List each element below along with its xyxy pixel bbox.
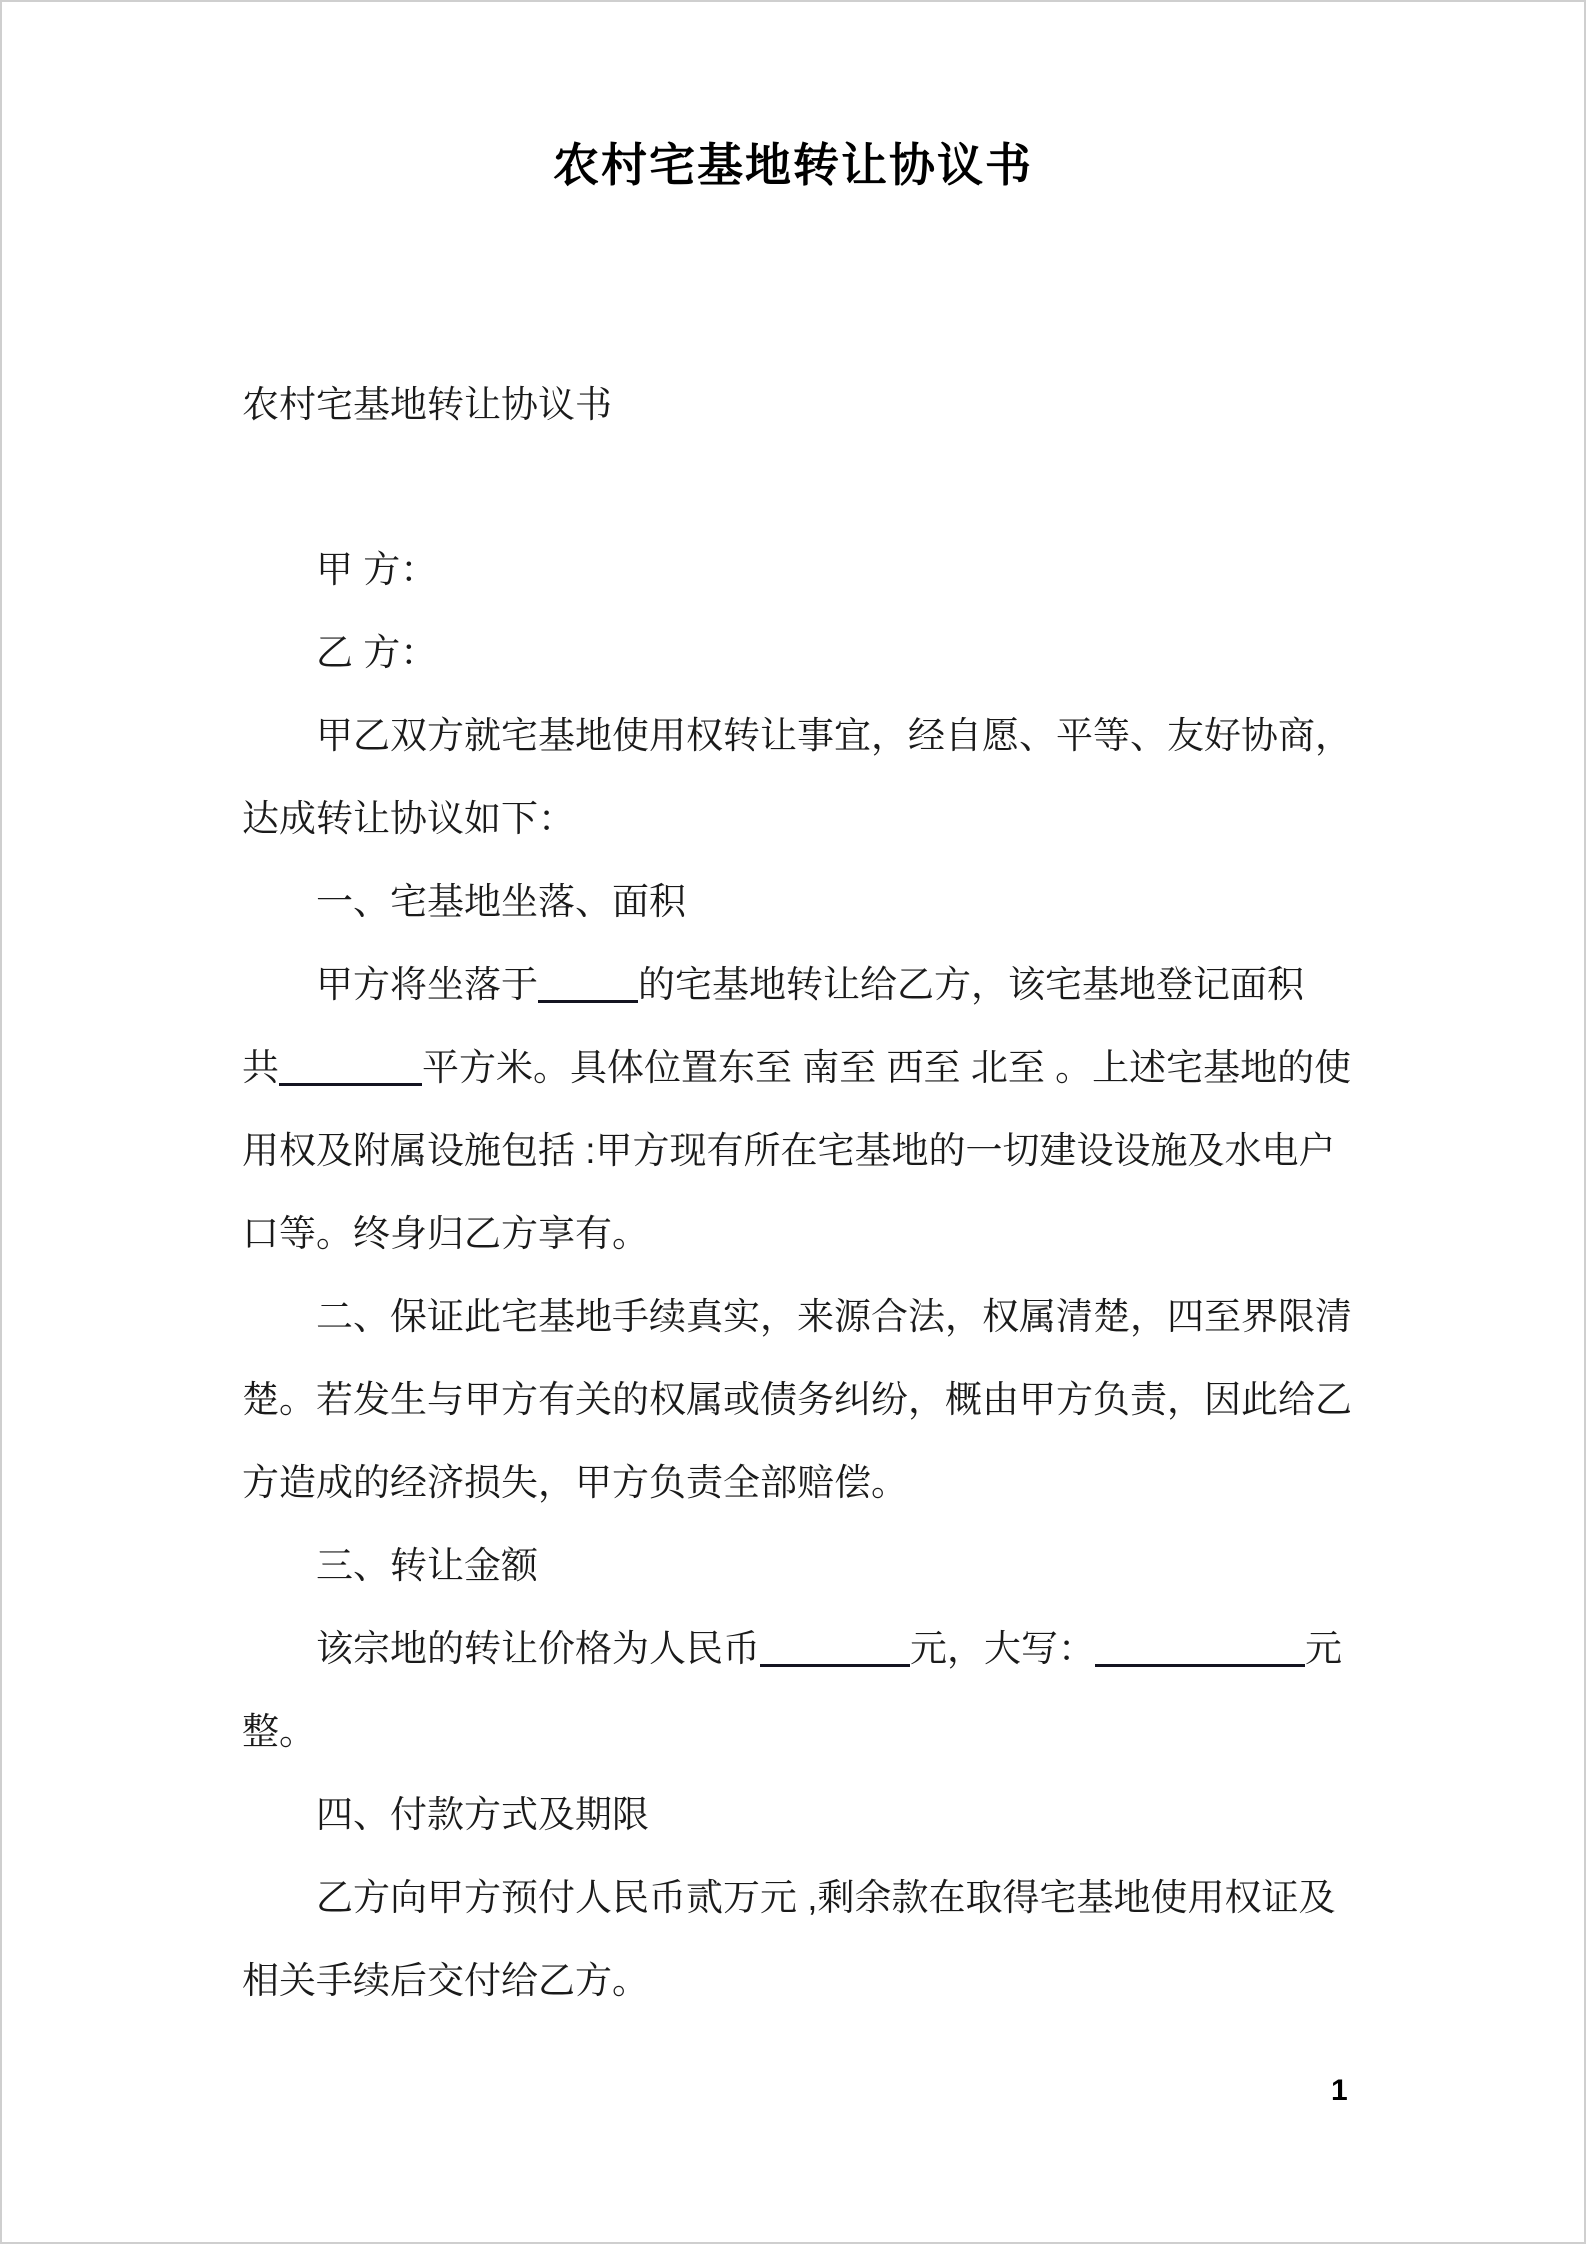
- document-line: [242, 1877, 1336, 1920]
- blank-underline: [760, 1634, 910, 1667]
- document-line: [242, 964, 1304, 1007]
- document-line: [242, 798, 575, 841]
- line-text: 甲 方：: [316, 549, 438, 590]
- document-line: [242, 1794, 649, 1837]
- blank-underline: [1095, 1634, 1305, 1667]
- document-line: [242, 1462, 908, 1505]
- document-line: [242, 1047, 1351, 1090]
- document-line: [242, 632, 437, 675]
- document-line: [242, 1213, 649, 1256]
- blank-underline: [279, 1053, 422, 1086]
- document-line: [242, 1296, 1352, 1339]
- line-text: 甲方将坐落于: [316, 964, 538, 1005]
- line-text: 的宅基地转让给乙方，该宅基地登记面积: [638, 964, 1304, 1005]
- line-text: 口等。终身归乙方享有。: [242, 1213, 649, 1254]
- line-text: 相关手续后交付给乙方。: [242, 1960, 649, 2001]
- document-line: [242, 1379, 1352, 1422]
- document-line: [242, 1960, 649, 2003]
- page-number: 1: [1331, 2074, 1348, 2107]
- line-text: 三、转让金额: [316, 1545, 538, 1586]
- document-line: [242, 1545, 538, 1588]
- line-text: 一、宅基地坐落、面积: [316, 881, 686, 922]
- document-line: [242, 549, 437, 592]
- line-text: 整。: [242, 1711, 316, 1752]
- document-line: [242, 1628, 1342, 1671]
- document-line: [242, 384, 612, 427]
- line-text: 甲乙双方就宅基地使用权转让事宜，经自愿、平等、友好协商，: [316, 715, 1352, 756]
- line-text: 二、保证此宅基地手续真实，来源合法，权属清楚，四至界限清: [316, 1296, 1352, 1337]
- line-text: 乙方向甲方预付人民币贰万元 ,剩余款在取得宅基地使用权证及: [316, 1877, 1336, 1918]
- line-text: 元: [1305, 1628, 1342, 1669]
- line-text: 共: [242, 1047, 279, 1088]
- document-line: [242, 881, 686, 924]
- line-text: 元，大写：: [910, 1628, 1095, 1669]
- line-text: 乙 方：: [316, 632, 438, 673]
- line-text: 农村宅基地转让协议书: [242, 384, 612, 425]
- line-text: 达成转让协议如下：: [242, 798, 575, 839]
- document-line: [242, 1130, 1336, 1173]
- line-text: 四、付款方式及期限: [316, 1794, 649, 1835]
- line-text: 该宗地的转让价格为人民币: [316, 1628, 760, 1669]
- line-text: 用权及附属设施包括 :甲方现有所在宅基地的一切建设设施及水电户: [242, 1130, 1336, 1171]
- document-line: [242, 1711, 316, 1754]
- document-title: 农村宅基地转让协议书: [553, 139, 1033, 191]
- line-text: 平方米。具体位置东至 南至 西至 北至 。上述宅基地的使: [422, 1047, 1352, 1088]
- document-line: [242, 715, 1352, 758]
- line-text: 楚。若发生与甲方有关的权属或债务纠纷，概由甲方负责，因此给乙: [242, 1379, 1352, 1420]
- blank-underline: [538, 970, 638, 1003]
- line-text: 方造成的经济损失，甲方负责全部赔偿。: [242, 1462, 908, 1503]
